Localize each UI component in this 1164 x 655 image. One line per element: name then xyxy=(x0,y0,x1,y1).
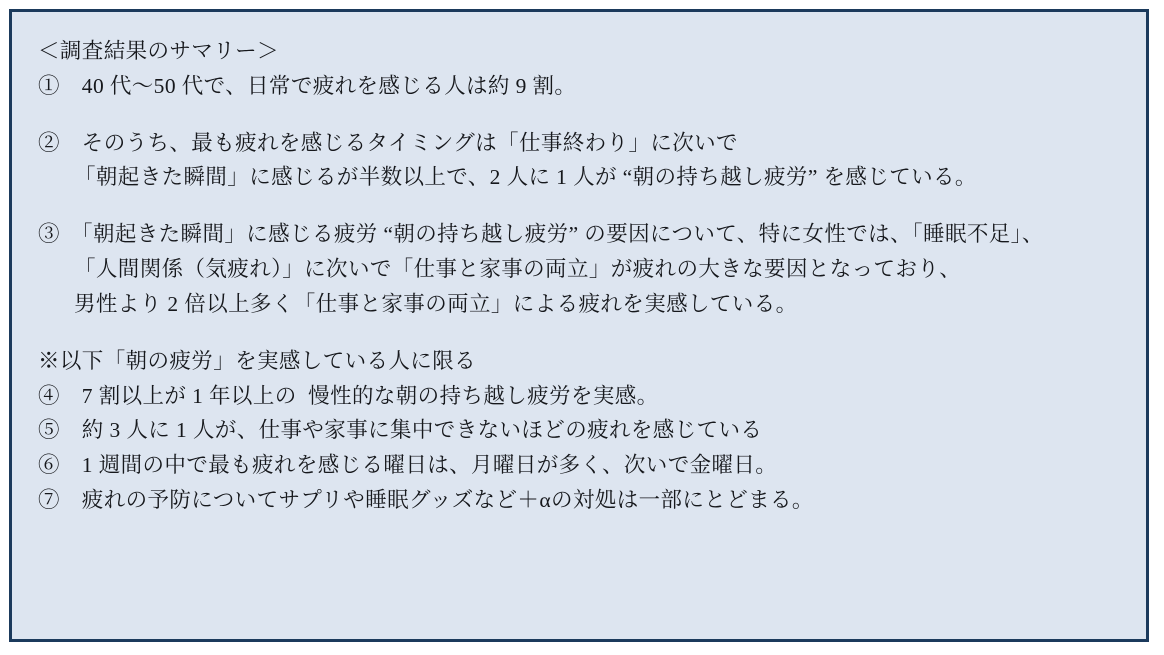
summary-item-3-line-1: ③ 「朝起きた瞬間」に感じる疲労 “朝の持ち越し疲労” の要因について、特に女性では、「睡眠不足」、 xyxy=(38,222,1044,247)
summary-item-6: ⑥ 1 週間の中で最も疲れを感じる曜日は、月曜日が多く、次いで金曜日。 xyxy=(38,453,778,478)
summary-item-4: ④ 7 割以上が 1 年以上の 慢性的な朝の持ち越し疲労を実感。 xyxy=(38,383,659,408)
summary-item-5: ⑤ 約 3 人に 1 人が、仕事や家事に集中できないほどの疲れを感じている xyxy=(38,418,763,443)
summary-item-1: ① 40 代～50 代で、日常で疲れを感じる人は約 9 割。 xyxy=(38,73,577,98)
summary-item-3-line-2: 「人間関係（気疲れ）」に次いで「仕事と家事の両立」が疲れの大きな要因となっており、 xyxy=(74,257,962,282)
summary-note: ※以下「朝の疲労」を実感している人に限る xyxy=(38,348,477,373)
summary-item-7: ⑦ 疲れの予防についてサプリや睡眠グッズなど＋αの対処は一部にとどまる。 xyxy=(38,488,814,513)
summary-item-3-line-3: 男性より 2 倍以上多く「仕事と家事の両立」による疲れを実感している。 xyxy=(74,291,798,316)
paragraph-gap-1 xyxy=(38,104,1120,126)
summary-item-2-line-1: ② そのうち、最も疲れを感じるタイミングは「仕事終わり」に次いで xyxy=(38,130,738,155)
summary-item-2-line-2: 「朝起きた瞬間」に感じるが半数以上で、2 人に 1 人が “朝の持ち越し疲労” を感じている。 xyxy=(74,165,977,190)
paragraph-gap-2 xyxy=(38,195,1120,217)
summary-heading: ＜調査結果のサマリー＞ xyxy=(38,39,279,63)
paragraph-gap-3 xyxy=(38,322,1120,344)
survey-summary-panel xyxy=(9,9,1149,642)
